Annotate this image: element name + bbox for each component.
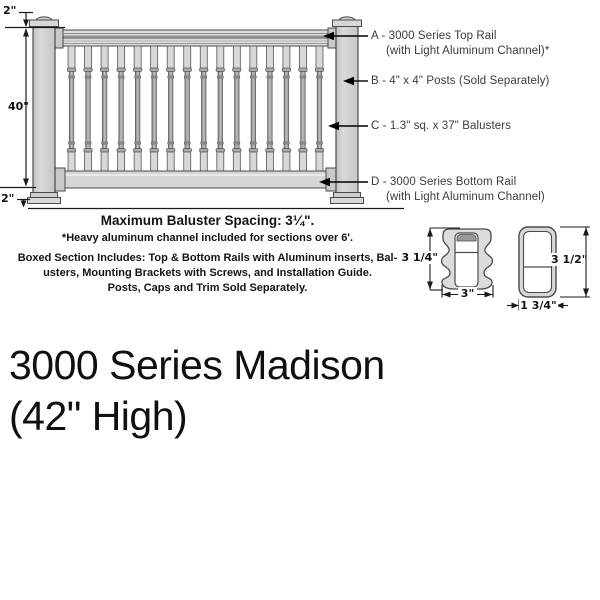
sold-separately-note: Posts, Caps and Trim Sold Separately. xyxy=(107,282,308,294)
dim-height-label: 40" xyxy=(8,100,30,113)
cs-bottom-rail-width-label: 1 3/4" xyxy=(520,299,557,312)
dimension-arrowheads xyxy=(21,20,30,208)
callout-label-a xyxy=(371,29,549,59)
callout-d-subtext: (with Light Aluminum Channel) xyxy=(386,191,545,203)
post-base-trim xyxy=(28,198,61,204)
page-title xyxy=(9,340,385,442)
title-line2: (42" High) xyxy=(9,393,188,439)
baluster xyxy=(183,46,191,171)
callout-b-text: B - 4" x 4" Posts (Sold Separately) xyxy=(371,75,550,87)
baluster xyxy=(84,46,92,171)
callout-label-d xyxy=(371,175,545,205)
cs-bottom-rail-height-label: 3 1/2" xyxy=(551,253,588,266)
balusters xyxy=(67,46,323,171)
top-rail-bracket-left xyxy=(55,28,63,48)
post-base-trim xyxy=(331,198,364,204)
max-baluster-spacing: Maximum Baluster Spacing: 3¼". xyxy=(100,213,315,228)
cs-top-rail-width-label: 3" xyxy=(458,287,477,300)
cs-top-rail-height-label: 3 1/4" xyxy=(401,251,438,264)
includes-line1: Boxed Section Includes: Top & Bottom Rails with Aluminum inserts, Bal- xyxy=(17,252,398,264)
left-post xyxy=(28,17,61,204)
dim-bottom-label: 2" xyxy=(1,192,15,205)
baluster xyxy=(150,46,158,171)
baluster xyxy=(200,46,208,171)
baluster xyxy=(216,46,224,171)
baluster xyxy=(133,46,141,171)
bottom-rail xyxy=(55,168,336,191)
baluster xyxy=(266,46,274,171)
title-line1: 3000 Series Madison xyxy=(9,342,385,388)
top-rail xyxy=(55,28,336,48)
channel-footnote: *Heavy aluminum channel included for sections over 6'. xyxy=(61,232,354,244)
baluster xyxy=(315,46,323,171)
notes-block xyxy=(5,213,410,296)
callout-d-text: D - 3000 Series Bottom Rail xyxy=(371,176,517,188)
bottom-rail-bracket-left xyxy=(55,168,65,191)
includes-line2: usters, Mounting Brackets with Screws, and Installation Guide. xyxy=(43,267,372,279)
cross-section-bottom-rail xyxy=(507,227,590,311)
baluster xyxy=(249,46,257,171)
baluster xyxy=(167,46,175,171)
callout-a-subtext: (with Light Aluminum Channel)* xyxy=(386,45,550,57)
baluster xyxy=(299,46,307,171)
post-cap xyxy=(30,20,59,27)
callout-label-c xyxy=(371,119,511,134)
callout-c-text: C - 1.3" sq. x 37" Balusters xyxy=(371,120,512,132)
baluster xyxy=(233,46,241,171)
baluster xyxy=(117,46,125,171)
aluminum-channel xyxy=(457,235,476,242)
baluster xyxy=(67,46,75,171)
callout-label-b xyxy=(371,74,550,89)
dim-top-label: 2" xyxy=(3,4,17,17)
right-post xyxy=(331,17,364,204)
baluster xyxy=(100,46,108,171)
callout-a-text: A - 3000 Series Top Rail xyxy=(371,30,497,42)
baluster xyxy=(282,46,290,171)
post-cap xyxy=(333,20,362,27)
